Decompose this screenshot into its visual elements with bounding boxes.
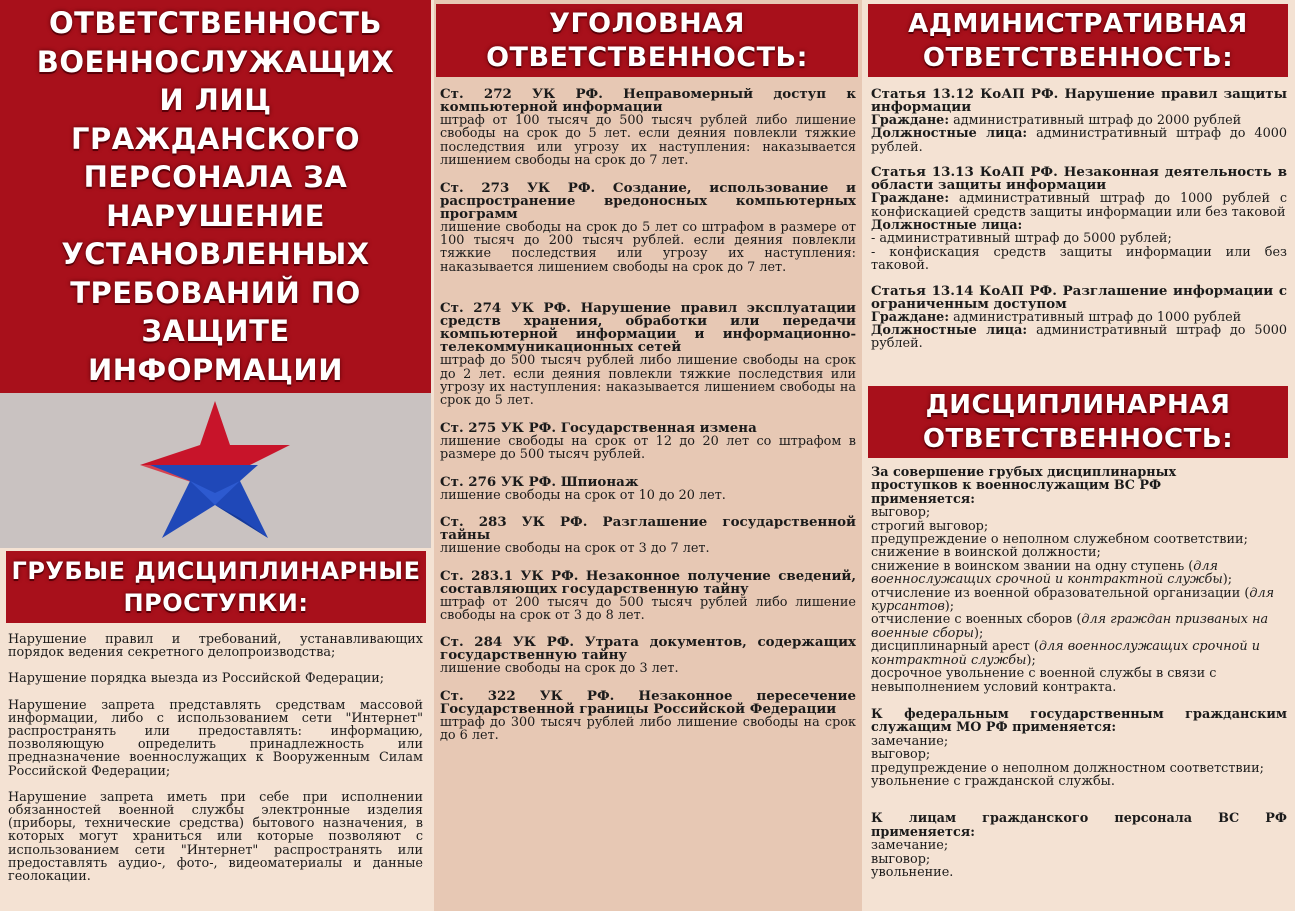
criminal-header — [436, 4, 858, 77]
article-276: Ст. 276 УК РФ. Шпионаж лишение свободы на срок от 10 до 20 лет. — [440, 473, 726, 503]
offenses-header — [6, 551, 426, 623]
army-star-icon — [0, 393, 431, 548]
disciplinary-list: За совершение грубых дисциплинарных проступков к военнослужащим ВС РФ применяется: выговор; строгий выговор; предупреждение о неполном служебном соответствии; снижение в воинской должности; снижение в воинском звании на одну ступень (для военнослужащих срочной и контрактной службы); отчисление из военной образовательной организации (для курсантов); отчисление с военных сборов (для граждан призваных на военные сборы); дисциплинарный арест (для военнослужащих срочной и контрактной службы); досрочное увольнение с военной службы в связи с невыполнением условий контракта. К федеральным государственным гражданским служащим МО РФ применяется: замечание; выговор; предупреждение о неполном должностном соответствии; увольнение с гражданской службы. К лицам гражданского персонала ВС РФ применяется: замечание; выговор; увольнение. — [871, 466, 1287, 880]
title-panel — [0, 0, 431, 393]
disciplinary-header — [868, 386, 1288, 458]
administrative-list — [871, 88, 1287, 380]
koap-13-13: Статья 13.13 КоАП РФ. Незаконная деятельность в области защиты информации Граждане: административный штраф до 1000 рублей с конфискацией средств защиты информации или без таковой Должностные лица: - административный штраф до 5000 рублей; - конфискация средств защиты информации или без таковой. — [871, 164, 1287, 274]
main-title: ОТВЕТСТВЕННОСТЬ ВОЕННОСЛУЖАЩИХ И ЛИЦ ГРАЖДАНСКОГО ПЕРСОНАЛА ЗА НАРУШЕНИЕ УСТАНОВЛЕННЫХ ТРЕБОВАНИЙ ПО ЗАЩИТЕ ИНФОРМАЦИИ — [36, 6, 395, 387]
offense-item: Нарушение запрета иметь при себе при исполнении обязанностей военной службы электронные изделия (приборы, технические средства) бытового назначения, в которых могут храниться или которые позволяют с использованием сети "Интернет" распространять или предоставлять аудио-, фото-, видеоматериалы и данные геолокации. — [8, 789, 423, 885]
offense-item: Нарушение правил и требований, устанавливающих порядок ведения секретного делопроизводства; — [8, 633, 423, 661]
criminal-list — [440, 88, 856, 908]
offense-item: Нарушение порядка выезда из Российской Федерации; — [8, 671, 385, 687]
group-civil-servants-title: К федеральным государственным гражданским служащим МО РФ применяется: — [871, 706, 1287, 736]
logo-panel — [0, 393, 431, 548]
article-283: Ст. 283 УК РФ. Разглашение государственной тайны лишение свободы на срок от 3 до 7 лет. — [440, 514, 856, 557]
group-military-title: За совершение грубых дисциплинарных проступков к военнослужащим ВС РФ применяется: — [871, 466, 1177, 507]
group-civilian-staff-title: К лицам гражданского персонала ВС РФ применяется: — [871, 811, 1287, 840]
koap-13-12: Статья 13.12 КоАП РФ. Нарушение правил защиты информации Граждане: административный штраф до 2000 рублей Должностные лица: административный штраф до 4000 рублей. — [871, 88, 1287, 155]
administrative-title: АДМИНИСТРАТИВНАЯ ОТВЕТСТВЕННОСТЬ: — [908, 8, 1248, 73]
article-275: Ст. 275 УК РФ. Государственная измена лишение свободы на срок от 12 до 20 лет со штрафом в размере до 500 тысяч рублей. — [440, 419, 856, 463]
disciplinary-title: ДИСЦИПЛИНАРНАЯ ОТВЕТСТВЕННОСТЬ: — [922, 390, 1234, 454]
offenses-title: ГРУБЫЕ ДИСЦИПЛИНАРНЫЕ ПРОСТУПКИ: — [11, 557, 421, 617]
administrative-header — [868, 4, 1288, 77]
article-283-1: Ст. 283.1 УК РФ. Незаконное получение сведений, составляющих государственную тайну штраф от 200 тысяч до 500 тысяч рублей либо лишение свободы на срок от 3 до 8 лет. — [440, 567, 856, 623]
offense-item: Нарушение запрета представлять средствам массовой информации, либо с использованием сети "Интернет" распространять или предоставлять: информацию, позволяющую определить принадлежность или предназначение военнослужащих к Вооруженным Силам Российской Федерации; — [8, 697, 423, 779]
article-273: Ст. 273 УК РФ. Создание, использование и распространение вредоносных компьютерных программ лишение свободы на срок до 5 лет со штрафом в размере от 100 тысяч до 200 тысяч рублей. если деяния повлекли тяжкие последствия или угрозу их наступления: наказывается лишением свободы на срок до 7 лет. — [440, 179, 856, 275]
offenses-list — [8, 633, 423, 908]
article-272: Ст. 272 УК РФ. Неправомерный доступ к компьютерной информации штраф от 100 тысяч до 500 тысяч рублей либо лишение свободы на срок до 5 лет. если деяния повлекли тяжкие последствия или угрозу их наступления: наказывается лишением свободы на срок до 7 лет. — [440, 88, 856, 169]
criminal-title: УГОЛОВНАЯ ОТВЕТСТВЕННОСТЬ: — [486, 7, 808, 73]
article-284: Ст. 284 УК РФ. Утрата документов, содержащих государственную тайну лишение свободы на срок до 3 лет. — [440, 634, 856, 677]
article-322: Ст. 322 УК РФ. Незаконное пересечение Государственной границы Российской Федерации штраф до 300 тысяч рублей либо лишение свободы на срок до 6 лет. — [440, 687, 856, 744]
koap-13-14: Статья 13.14 КоАП РФ. Разглашение информации с ограниченным доступом Граждане: административный штраф до 1000 рублей Должностные лица: административный штраф до 5000 рублей. — [871, 282, 1287, 352]
article-274: Ст. 274 УК РФ. Нарушение правил эксплуатации средств хранения, обработки или передачи компьютерной информации и информационно-телекоммуникационных сетей штраф до 500 тысяч рублей либо лишение свободы на срок до 2 лет. если деяния повлекли тяжкие последствия или угрозу их наступления: наказывается лишением свободы на срок до 5 лет. — [440, 300, 856, 409]
